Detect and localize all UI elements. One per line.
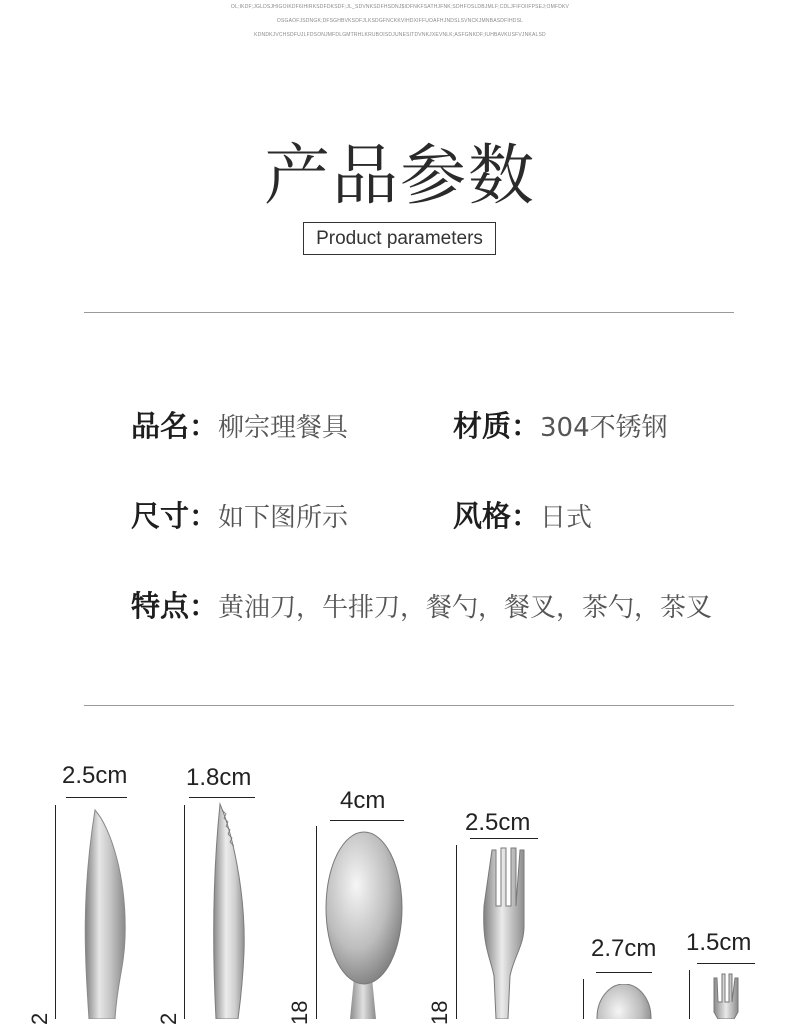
page-subtitle: Product parameters <box>303 222 496 255</box>
spoon-image <box>322 828 408 1019</box>
tea-fork-width-line <box>697 963 755 964</box>
spoon-width-label: 4cm <box>340 787 386 814</box>
spec-material <box>453 404 668 445</box>
spec-name <box>131 404 348 445</box>
fork-length-line <box>456 845 457 1019</box>
tea-spoon-width-line <box>596 972 652 973</box>
fork-width-label: 2.5cm <box>465 809 531 836</box>
spec-value: 如下图所示 <box>218 503 349 533</box>
decorative-text-line-3: KDNDKJVCHSDFUJLFDSONJMFDLGMTRHLKRUBOISDJUNESITDVNKJXEVNLK;ASFGNKDF;IUHBAVKUSFVJNKALSD <box>254 32 546 38</box>
tea-spoon-image <box>596 984 656 1019</box>
top-divider <box>84 312 734 313</box>
fork-width-line <box>470 838 538 839</box>
steak-knife-length-label: 2 <box>156 1012 181 1025</box>
page-title: 产品参数 <box>264 137 536 214</box>
decorative-text-line-2: OSGAOFJSDNGK;DFSGHBVKSDFJLKSDGFNCKKVIHDXIFFUOAFHJNDSLSVNCKJMNBASDFIHDSL <box>276 18 524 24</box>
tea-fork-image <box>708 972 744 1019</box>
tea-spoon-length-line <box>583 979 584 1019</box>
decorative-text-line-1: OL;IKDF;JGLDSJHIGOIKDF6IHIRKSDFDKSDF;JL_SDVNKSDFHSDNJ$IDFNKFSATHJFNK;SDHFOSLDBJMLF;CDLJFIFOIIFPSEJ;OMFDKV <box>230 4 570 10</box>
spec-value: 黄油刀，牛排刀，餐勺，餐叉，茶勺，茶叉 <box>218 593 713 623</box>
spec-value: 柳宗理餐具 <box>218 413 349 443</box>
tea-spoon-width-label: 2.7cm <box>591 935 657 962</box>
steak-knife-length-line <box>184 805 185 1019</box>
butter-knife-width-line <box>66 797 127 798</box>
tea-fork-width-label: 1.5cm <box>686 929 752 956</box>
spoon-length-label: 18 <box>287 1000 312 1025</box>
spoon-width-line <box>330 820 404 821</box>
steak-knife-width-line <box>189 797 255 798</box>
spec-features <box>131 584 712 625</box>
butter-knife-width-label: 2.5cm <box>62 762 128 789</box>
fork-image <box>474 846 536 1019</box>
spec-label: 品名： <box>131 409 219 443</box>
spec-value: 日式 <box>540 503 593 533</box>
spec-label: 材质： <box>453 409 541 443</box>
steak-knife-width-label: 1.8cm <box>186 764 252 791</box>
spec-label: 尺寸： <box>131 499 219 533</box>
spec-size <box>131 494 348 535</box>
butter-knife-length-label: 2 <box>27 1012 52 1025</box>
butter-knife-image <box>75 808 135 1019</box>
spec-label: 风格： <box>453 499 541 533</box>
spec-style <box>453 494 592 535</box>
steak-knife-image <box>208 802 252 1019</box>
bottom-divider <box>84 705 734 706</box>
spec-label: 特点： <box>131 589 219 623</box>
butter-knife-length-line <box>55 805 56 1019</box>
fork-length-label: 18 <box>427 1000 452 1025</box>
spec-value: 304不锈钢 <box>540 413 668 443</box>
spoon-length-line <box>316 826 317 1019</box>
tea-fork-length-line <box>689 970 690 1019</box>
